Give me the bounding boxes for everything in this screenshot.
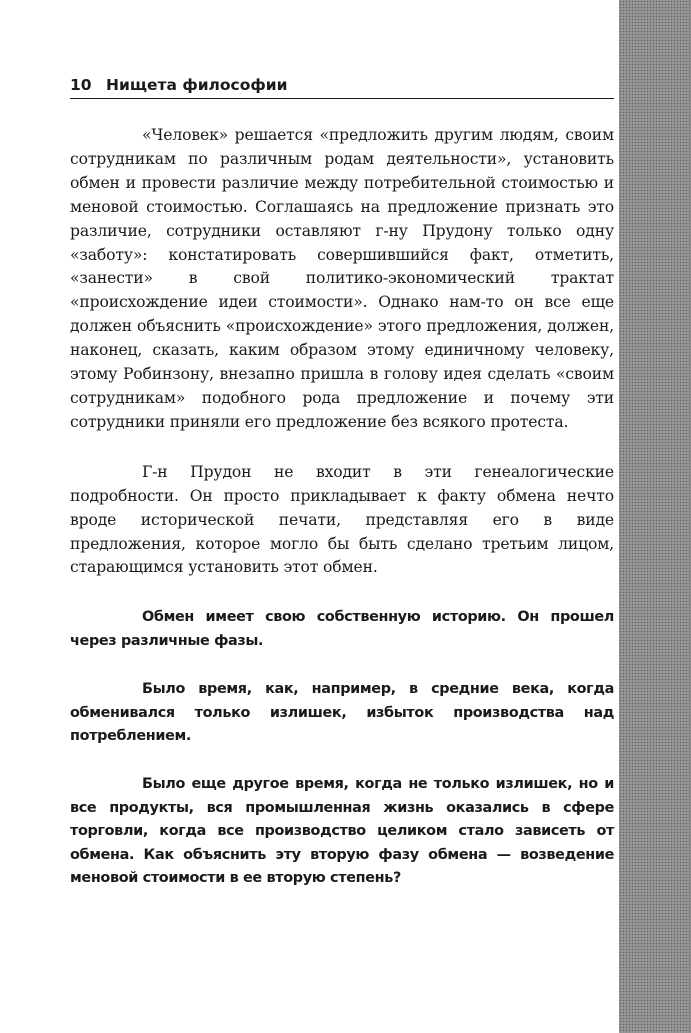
paragraph-bold: Было время, как, например, в средние века, когда обменивался только излишек, избыток производства над потреблением. [70,681,614,744]
running-title: Нищета философии [106,76,288,94]
paragraph: «Человек» решается «предложить другим людям, своим сотрудникам по различным родам деятельности», установить обмен и провести различие между потребительной стоимостью и меновой стоимостью. Соглашаясь на предложение признать это различие, сотрудники оставляют г-ну Прудону только одну «заботу»: констатировать совершившийся факт, отметить, «занести» в свой политико-экономический трактат «происхождение идеи стоимости». Однако нам-то он все еще должен объяснить «происхождение» этого предложения, должен, наконец, сказать, каким образом этому единичному человеку, этому Робинзону, внезапно пришла в голову идея сделать «своим сотрудникам» подобного рода предложение и почему эти сотрудники приняли его предложение без всякого протеста. [70,126,614,431]
scan-edge-texture [619,0,691,1033]
running-header [70,72,614,99]
page-number: 10 [70,76,92,94]
body-text [70,124,614,890]
paragraph-bold: Было еще другое время, когда не только излишек, но и все продукты, вся промышленная жизнь оказались в сфере торговли, когда все производство целиком стало зависеть от обмена. Как объяснить эту вторую фазу обмена — возведение меновой стоимости в ее вторую степень? [70,776,614,886]
paragraph-bold: Обмен имеет свою собственную историю. Он прошел через различные фазы. [70,609,614,649]
paragraph: Г-н Прудон не входит в эти генеалогические подробности. Он просто прикладывает к факту обмена нечто вроде исторической печати, представляя его в виде предложения, которое могло бы быть сделано третьим лицом, старающимся установить этот обмен. [70,462,614,577]
